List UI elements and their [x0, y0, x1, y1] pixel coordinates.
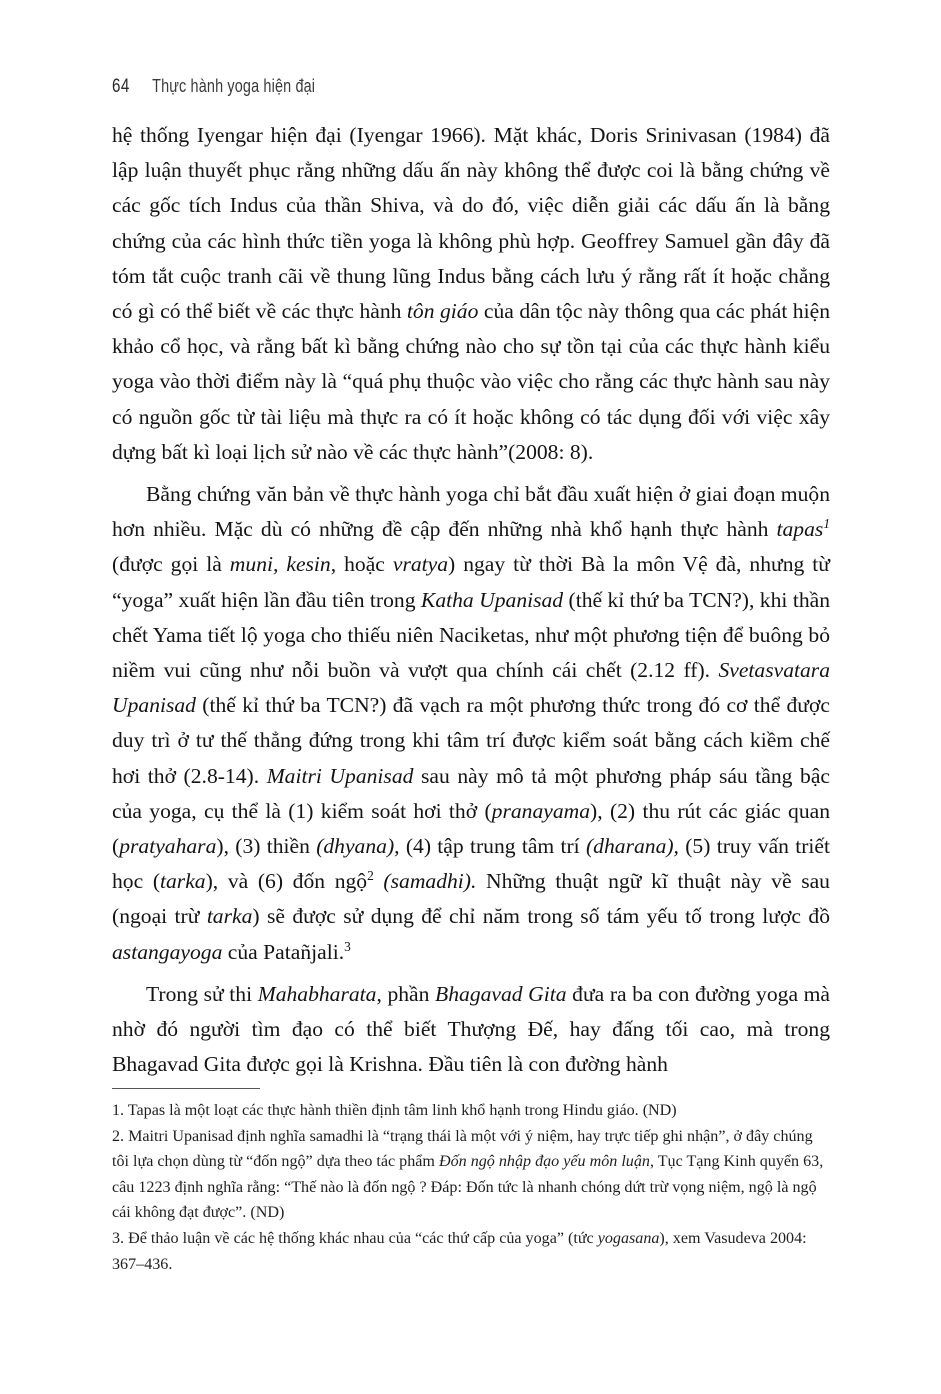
para2-run2: (được gọi là: [112, 552, 230, 577]
para2-italic-tarka: tarka: [160, 869, 206, 894]
para2-run7: sau này mô tả một phương pháp sáu tầng bậc của yoga, cụ thể là (1) kiểm soát hơi thở (: [112, 763, 830, 823]
footnote-2-run2: , Tục Tạng Kinh quyển 63, câu 1223 định nghĩa rằng: “Thế nào là đốn ngộ ? Đáp: Đốn tức là nhanh chóng dứt trừ vọng niệm, ngộ là ngộ cái không đạt được”. (ND): [112, 1153, 824, 1222]
footnote-1-text: Tapas là một loạt các thực hành thiền định tâm linh khổ hạnh trong Hindu giáo. (ND): [124, 1102, 677, 1119]
footnote-2-italic-title: Đốn ngộ nhập đạo yếu môn luận: [438, 1153, 650, 1171]
para1-run2: của dân tộc này thông qua các phát hiện khảo cổ học, và rằng bất kì bằng chứng nào cho sự tồn tại của các thực hành kiểu yoga vào thời điểm này là “quá phụ thuộc vào việc cho rằng các thực hành sau này có nguồn gốc từ tài liệu mà thực ra có ít hoặc không có tác dụng đối với việc xây dựng bất kì loại lịch sử nào về các thực hành”(2008: 8).: [112, 299, 830, 464]
para3-italic-mahabharata: Mahabharata: [257, 981, 377, 1006]
para2-run16: của Patañjali.: [222, 939, 345, 964]
body-paragraph-2: [112, 477, 830, 970]
para2-run13: [374, 869, 384, 893]
footnote-ref-1[interactable]: 1: [823, 516, 830, 532]
body-paragraph-1: [112, 118, 830, 470]
para2-run6: (thế kỉ thứ ba TCN?) đã vạch ra một phương thức trong đó cơ thể được duy trì ở tư thế thẳng đứng trong khi tâm trí được kiểm soát bằng cách kiềm chế hơi thở (2.8-14).: [112, 693, 830, 788]
running-header-title: Thực hành yoga hiện đại: [152, 76, 316, 96]
footnote-1: [112, 1098, 830, 1124]
para2-italic-tarka-2: tarka: [206, 904, 253, 929]
para2-run11: (5) truy vấn triết học (: [112, 834, 831, 894]
para2-italic-samadhi: (samadhi).: [383, 869, 477, 894]
para3-italic-bhagavad-gita: Bhagavad Gita: [435, 981, 567, 1006]
para1-italic-ton-giao: tôn giáo: [406, 299, 479, 324]
footnote-2-number: 2.: [112, 1127, 125, 1145]
para2-italic-pratyahara: pratyahara: [119, 834, 217, 859]
footnote-3-run2: ), xem Vasudeva 2004: 367–436.: [112, 1229, 807, 1273]
para2-run1: Bằng chứng văn bản về thực hành yoga chỉ bắt đầu xuất hiện ở giai đoạn muộn hơn nhiều. Mặc dù có những đề cập đến những nhà khổ hạnh thực hành: [112, 482, 830, 542]
para2-italic-astangayoga: astangayoga: [112, 939, 223, 964]
footnote-2: [112, 1124, 830, 1226]
para2-run3: , hoặc: [330, 552, 393, 577]
para3-run3: đưa ra ba con đường yoga mà nhờ đó người tìm đạo có thể biết Thượng Đế, hay đấng tối cao, mà trong Bhagavad Gita được gọi là Krishna. Đầu tiên là con đường hành: [112, 981, 831, 1077]
footnote-1-number: 1.: [112, 1102, 125, 1119]
para2-italic-dhyana: (dhyana),: [316, 834, 400, 859]
para2-run4: ) ngay từ thời Bà la môn Vệ đà, nhưng từ “yoga” xuất hiện lần đầu tiên trong: [112, 552, 830, 612]
para2-italic-tapas: tapas: [776, 517, 824, 542]
para2-italic-pranayama: pranayama: [491, 798, 591, 823]
para2-italic-maitri-upanisad: Maitri Upanisad: [266, 763, 414, 788]
para3-run1: Trong sử thi: [146, 981, 258, 1006]
footnote-3-number: 3.: [112, 1229, 125, 1247]
footnote-ref-3[interactable]: 3: [344, 938, 351, 954]
para3-run2: , phần: [376, 981, 436, 1006]
para1-run1: hệ thống Iyengar hiện đại (Iyengar 1966). Mặt khác, Doris Srinivasan (1984) đã lập luận thuyết phục rằng những dấu ấn này không thể được coi là bằng chứng về các gốc tích Indus của thần Shiva, và do đó, việc diễn giải các dấu ấn là bằng chứng của các hình thức tiền yoga là không phù hợp. Geoffrey Samuel gần đây đã tóm tắt cuộc tranh cãi về thung lũng Indus bằng cách lưu ý rằng rất ít hoặc chẳng có gì có thể biết về các thực hành: [112, 123, 830, 324]
footnote-ref-2[interactable]: 2: [367, 868, 374, 884]
running-header: [112, 76, 686, 102]
para2-run14: Những thuật ngữ kĩ thuật này về sau (ngoại trừ: [112, 869, 830, 929]
footnote-3-italic-yogasana: yogasana: [597, 1229, 660, 1247]
footnote-3-run1: Để thảo luận về các hệ thống khác nhau của “các thứ cấp của yoga” (tức: [124, 1229, 598, 1247]
para2-run9: ), (3) thiền: [216, 834, 317, 859]
para2-run12: ), và (6) đốn ngộ: [205, 869, 368, 894]
para2-italic-svetasvatara-upanisad: Svetasvatara Upanisad: [112, 658, 830, 718]
para2-run15: ) sẽ được sử dụng để chỉ năm trong số tám yếu tố trong lược đồ: [252, 904, 830, 929]
body-paragraph-3: [112, 977, 830, 1083]
page-number: 64: [112, 76, 130, 97]
text-column: [112, 118, 830, 1082]
footnote-3: [112, 1226, 830, 1277]
footnote-separator-rule: [112, 1088, 260, 1089]
para2-run10: (4) tập trung tâm trí: [399, 834, 586, 859]
para2-run8: ), (2) thu rút các giác quan (: [112, 798, 830, 859]
para2-italic-vratya: vratya: [392, 552, 449, 577]
para2-italic-dharana: (dharana),: [585, 834, 679, 859]
para2-run5: (thế kỉ thứ ba TCN?), khi thần chết Yama tiết lộ yoga cho thiếu niên Naciketas, như một phương tiện để buông bỏ niềm vui cũng như nỗi buồn và vượt qua chính cái chết (2.12 ff).: [112, 587, 830, 683]
footnote-2-run1: Maitri Upanisad định nghĩa samadhi là “trạng thái là một với ý niệm, hay trực tiếp ghi nhận”, ở đây chúng tôi lựa chọn dùng từ “đốn ngộ” dựa theo tác phẩm: [112, 1127, 813, 1171]
para2-italic-katha-upanisad: Katha Upanisad: [420, 587, 564, 612]
para2-italic-muni-kesin: muni, kesin: [229, 552, 331, 577]
footnotes-section: [112, 1088, 830, 1277]
